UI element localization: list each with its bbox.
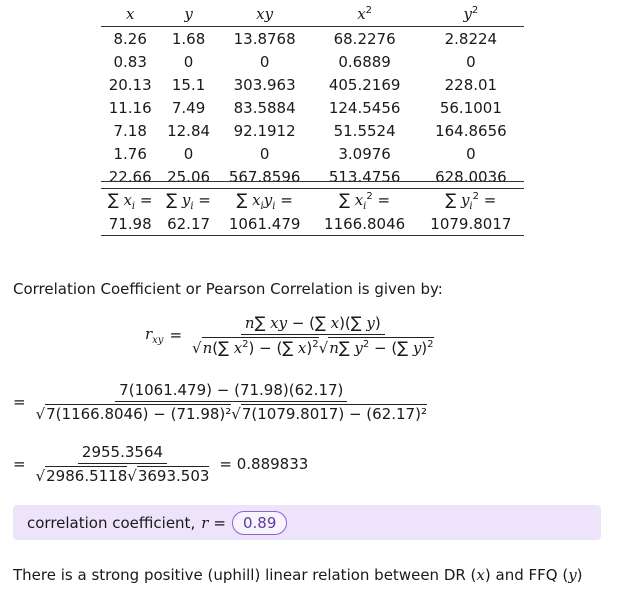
table-row (101, 73, 524, 96)
table-row (101, 119, 524, 142)
conclusion-part: ) (576, 566, 583, 584)
sum-y2-symbol: ∑ $y_i^2$ = (418, 189, 524, 213)
pearson-formula (145, 313, 438, 357)
var-x: x (476, 566, 485, 584)
table-cell: 405.2169 (328, 75, 401, 94)
table-cell: 0.6889 (338, 52, 391, 71)
table-cell: 12.84 (167, 121, 211, 140)
table-cell: 83.5884 (233, 98, 296, 117)
intro-text: Correlation Coefficient or Pearson Correlation is given by: (13, 280, 443, 298)
var-y: y (568, 566, 577, 584)
conclusion-part: ) and FFQ ( (484, 566, 569, 584)
table-cell: 22.66 (108, 167, 152, 186)
table-cell: 228.01 (444, 75, 498, 94)
table-cell: 567.8596 (228, 167, 301, 186)
sum-value-row (101, 212, 524, 236)
table-cell: 13.8768 (233, 29, 296, 48)
table-cell: 1.76 (113, 144, 147, 163)
table-cell: 11.16 (108, 98, 152, 117)
substitution-step (13, 381, 431, 423)
table-row (101, 27, 524, 51)
table-cell: 51.5524 (333, 121, 396, 140)
formula-fraction (188, 313, 437, 357)
table-cell: 628.0036 (435, 167, 507, 186)
equals-sign: = (169, 326, 183, 344)
sum-x-symbol: ∑ $x_i$ = (101, 189, 159, 213)
equals-sign: = (13, 393, 26, 411)
equals-sign: = (13, 455, 26, 473)
formula-denominator: √n(∑ $x^2$) − (∑ x)$^2$√n∑ $y^2$ − (∑ y)$^2$ (192, 338, 434, 357)
table-cell: 2.8224 (444, 29, 498, 48)
result-label: correlation coefficient, (27, 513, 196, 532)
sum-value: 1079.8017 (418, 212, 524, 236)
conclusion-text (13, 566, 583, 584)
table-cell: 164.8656 (435, 121, 507, 140)
step1-den-left: 7(1166.8046) − (71.98)² (46, 405, 232, 423)
step2-result: = 0.889833 (219, 455, 309, 473)
table-cell: 8.26 (113, 29, 147, 48)
step1-denominator: √7(1166.8046) − (71.98)²√7(1079.8017) − (62.17)² (35, 405, 427, 423)
sum-value: 71.98 (101, 212, 159, 236)
table-header-row (101, 2, 524, 27)
table-cell: 56.1001 (439, 98, 502, 117)
header-xy: xy (218, 2, 312, 27)
table-cell: 124.5456 (328, 98, 401, 117)
table-cell: 68.2276 (333, 29, 396, 48)
r-symbol: r (201, 513, 209, 532)
step1-den-right: 7(1079.8017) − (62.17)² (241, 405, 427, 423)
table-cell: 15.1 (171, 75, 206, 94)
table-cell: 0 (259, 144, 270, 163)
header-x: x (101, 2, 159, 27)
table-cell: 25.06 (167, 167, 211, 186)
step1-numerator: 7(1061.479) − (71.98)(62.17) (115, 381, 347, 402)
step2-den-right: 3693.503 (137, 467, 210, 485)
table-cell: 92.1912 (233, 121, 296, 140)
table-cell: 0 (466, 144, 476, 163)
step1-fraction (32, 381, 431, 423)
table-row (101, 142, 524, 165)
sum-value: 1061.479 (218, 212, 312, 236)
step2-denominator: √2986.5118√3693.503 (35, 467, 210, 485)
table-cell: 7.49 (171, 98, 206, 117)
step2-fraction (32, 443, 214, 485)
simplified-step (13, 443, 308, 485)
conclusion-part: There is a strong positive (uphill) linear relation between DR ( (13, 566, 477, 584)
table-cell: 3.0976 (338, 144, 391, 163)
result-value-badge: 0.89 (232, 511, 287, 535)
sum-x2-symbol: ∑ $x_i^2$ = (312, 189, 418, 213)
table-cell: 303.963 (233, 75, 296, 94)
table-cell: 7.18 (113, 121, 147, 140)
sum-value: 62.17 (159, 212, 217, 236)
sum-y-symbol: ∑ $y_i$ = (159, 189, 217, 213)
table-cell: 0 (183, 52, 194, 71)
table-cell: 0 (466, 52, 476, 71)
table-row (101, 50, 524, 73)
table-cell: 20.13 (108, 75, 152, 94)
result-box (13, 505, 601, 540)
header-x2: $x^2$ (312, 2, 418, 27)
sum-xy-symbol: ∑ $x_iy_i$ = (218, 189, 312, 213)
sum-divider (101, 181, 524, 182)
table-cell: 0.83 (113, 52, 147, 71)
data-table (101, 2, 524, 236)
table-cell: 513.4756 (328, 167, 401, 186)
step2-numerator: 2955.3564 (78, 443, 167, 464)
step2-den-left: 2986.5118 (46, 467, 128, 485)
table-cell: 0 (259, 52, 270, 71)
formula-numerator: n∑ xy − (∑ x)(∑ y) (241, 313, 385, 335)
equals-sign: = (213, 513, 226, 532)
table-row (101, 96, 524, 119)
table-cell: 0 (183, 144, 194, 163)
table-row (101, 165, 524, 189)
table-cell: 1.68 (171, 29, 206, 48)
sum-value: 1166.8046 (312, 212, 418, 236)
r-xy-symbol: $r_{xy}$ (145, 324, 164, 346)
table-body (101, 27, 524, 189)
sum-symbol-row (101, 189, 524, 213)
header-y: y (159, 2, 217, 27)
header-y2: $y^2$ (418, 2, 524, 27)
